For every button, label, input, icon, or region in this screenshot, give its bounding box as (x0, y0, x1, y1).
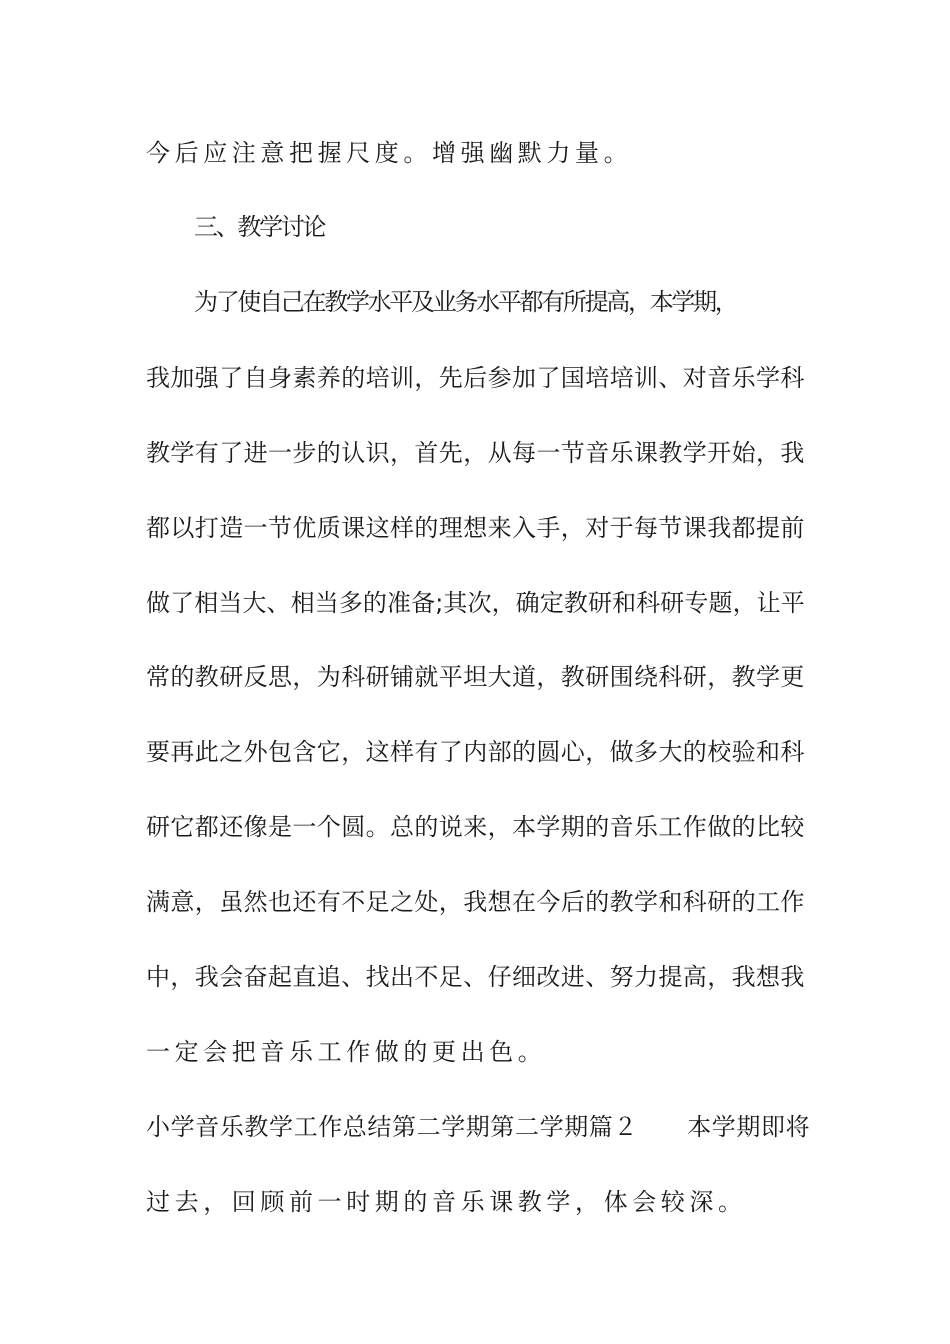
text-line-8: 常的教研反思，为科研铺就平坦大道，教研围绕科研，教学更 (146, 663, 805, 691)
text-line-4: 我加强了自身素养的培训，先后参加了国培培训、对音乐学科 (146, 364, 805, 392)
text-line-10: 研它都还像是一个圆。总的说来，本学期的音乐工作做的比较 (146, 813, 805, 841)
text-line-7: 做了相当大、相当多的准备;其次，确定教研和科研专题，让平 (146, 589, 805, 617)
text-line-13: 一定会把音乐工作做的更出色。 (146, 1038, 547, 1066)
text-line-3: 为了使自己在教学水平及业务水平都有所提高，本学期， (194, 288, 737, 316)
section-heading: 三、教学讨论 (194, 213, 325, 241)
text-line-14: 小学音乐教学工作总结第二学期第二学期篇２ 本学期即将 (146, 1113, 811, 1141)
text-line-12: 中，我会奋起直追、找出不足、仔细改进、努力提高，我想我 (146, 963, 805, 991)
text-line-11: 满意，虽然也还有不足之处，我想在今后的教学和科研的工作 (146, 888, 805, 916)
text-line-6: 都以打造一节优质课这样的理想来入手，对于每节课我都提前 (146, 514, 805, 542)
text-line-15: 过去，回顾前一时期的音乐课教学，体会较深。 (146, 1188, 747, 1216)
text-line-1: 今后应注意把握尺度。增强幽默力量。 (146, 139, 633, 167)
text-line-5: 教学有了进一步的认识，首先，从每一节音乐课教学开始，我 (146, 439, 805, 467)
text-line-9: 要再此之外包含它，这样有了内部的圆心，做多大的校验和科 (146, 738, 805, 766)
